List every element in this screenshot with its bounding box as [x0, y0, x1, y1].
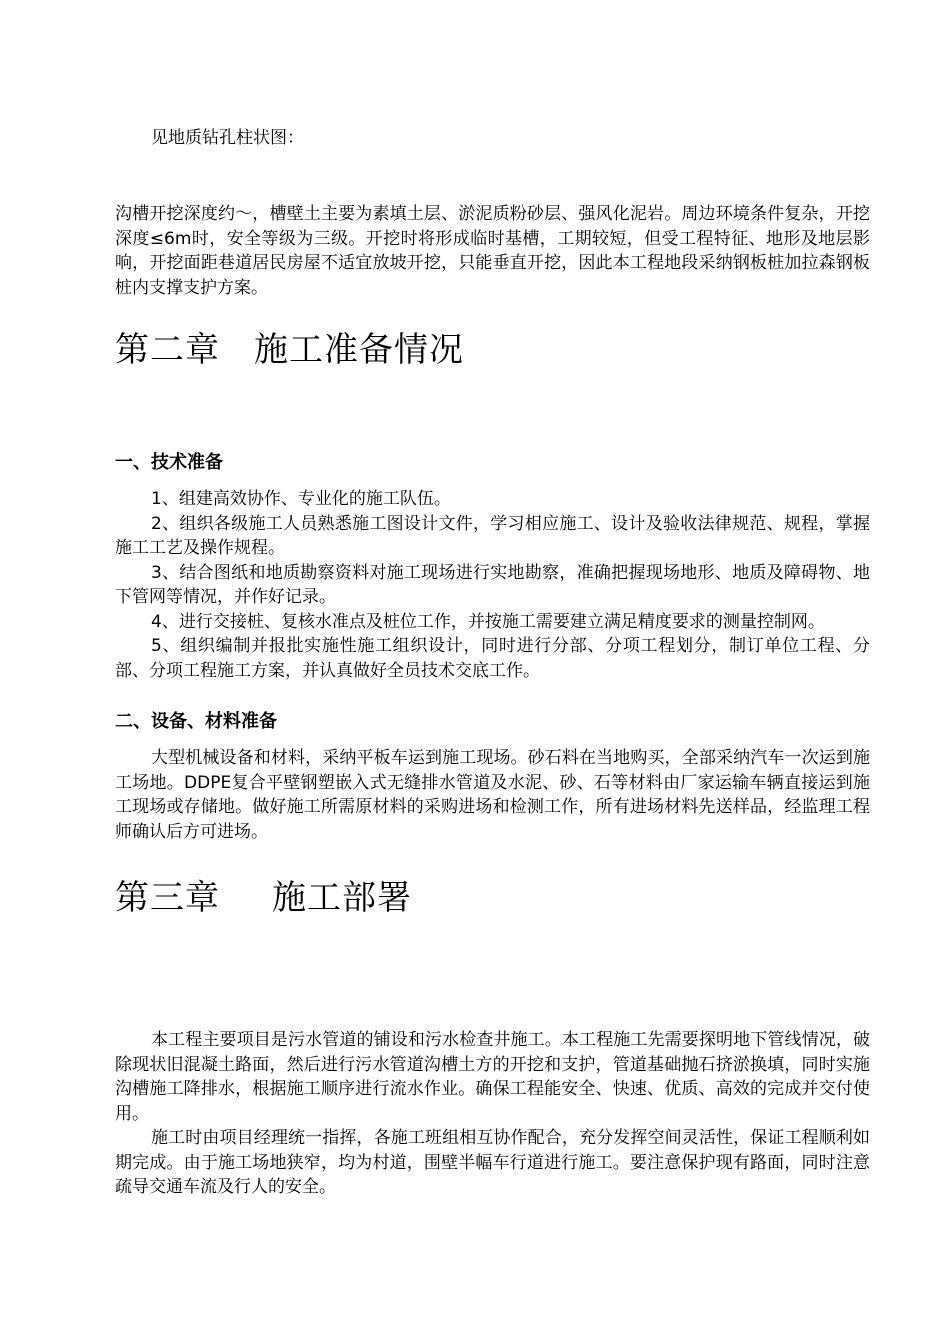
tech-prep-item-4: 4、进行交接桩、复核水准点及桩位工作，并按施工需要建立满足精度要求的测量控制网。	[151, 611, 825, 632]
chapter-3-body	[115, 1028, 870, 1200]
deployment-paragraph-1: 本工程主要项目是污水管道的铺设和污水检查井施工。本工程施工先需要探明地下管线情况，破除现状旧混凝土路面，然后进行污水管道沟槽土方的开挖和支护，管道基础抛石挤淤换填，同时实施沟槽施工降排水，根据施工顺序进行流水作业。确保工程能安全、快速、优质、高效的完成并交付使用。	[115, 1030, 870, 1124]
chapter-3-heading	[115, 878, 412, 918]
equipment-paragraph: 大型机械设备和材料，采纳平板车运到施工现场。砂石料在当地购买，全部采纳汽车一次运到施工场地。DDPE复合平壁钢塑嵌入式无缝排水管道及水泥、砂、石等材料由厂家运输车辆直接运到施工现场或存储地。做好施工所需原材料的采购进场和检测工作，所有进场材料先送样品，经监理工程师确认后方可进场。	[115, 748, 870, 842]
geology-paragraph: 沟槽开挖深度约～，槽壁土主要为素填土层、淤泥质粉砂层、强风化泥岩。周边环境条件复杂，开挖深度≤6m时，安全等级为三级。开挖时将形成临时基槽，工期较短，但受工程特征、地形及地层影响，开挖面距巷道居民房屋不适宜放坡开挖，只能垂直开挖，因此本工程地段采纳钢板桩加拉森钢板桩内支撑支护方案。	[115, 204, 870, 298]
chapter-2-number: 第二章	[115, 330, 220, 370]
section-2-heading: 二、设备、材料准备	[115, 711, 277, 732]
tech-prep-item-1: 1、组建高效协作、专业化的施工队伍。	[151, 489, 451, 509]
chapter-2-title: 施工准备情况	[254, 330, 464, 370]
chapter-2-heading	[115, 330, 464, 370]
chapter-3-title: 施工部署	[272, 878, 412, 918]
chapter-3-number: 第三章	[115, 878, 220, 918]
tech-prep-item-2: 2、组织各级施工人员熟悉施工图设计文件，学习相应施工、设计及验收法律规范、规程，掌握施工工艺及操作规程。	[115, 513, 870, 558]
section-1-heading: 一、技术准备	[115, 452, 223, 473]
tech-prep-item-3: 3、结合图纸和地质勘察资料对施工现场进行实地勘察，准确把握现场地形、地质及障碍物、地下管网等情况，并作好记录。	[115, 562, 870, 607]
section-1-list	[115, 487, 870, 683]
intro-line: 见地质钻孔柱状图：	[151, 128, 304, 148]
tech-prep-item-5: 5、组织编制并报批实施性施工组织设计，同时进行分部、分项工程划分，制订单位工程、分部、分项工程施工方案，并认真做好全员技术交底工作。	[115, 636, 870, 681]
deployment-paragraph-2: 施工时由项目经理统一指挥，各施工班组相互协作配合，充分发挥空间灵活性，保证工程顺利如期完成。由于施工场地狭窄，均为村道，围壁半幅车行道进行施工。要注意保护现有路面，同时注意疏导交通车流及行人的安全。	[115, 1128, 870, 1197]
